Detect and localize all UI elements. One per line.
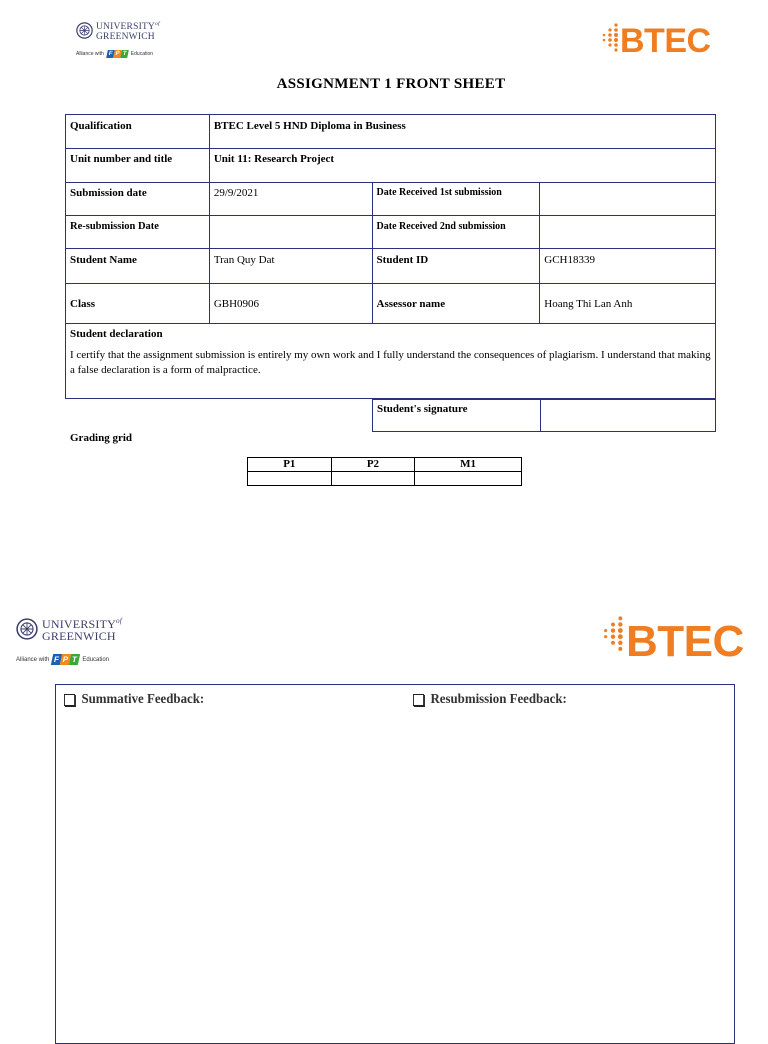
grade-p2-cell[interactable] <box>331 472 415 486</box>
signature-table <box>372 399 716 432</box>
date-received-2-value[interactable] <box>540 216 716 249</box>
assessor-label: Assessor name <box>372 284 540 324</box>
submission-date-label: Submission date <box>66 183 210 216</box>
university-logo-page2 <box>16 616 146 670</box>
alliance-line-page2: Alliance with F P T Education <box>16 655 110 664</box>
date-received-2-label: Date Received 2nd submission <box>372 216 540 249</box>
university-logo <box>76 20 176 62</box>
grade-m1-header: M1 <box>415 458 522 472</box>
unit-value: Unit 11: Research Project <box>209 149 715 183</box>
front-sheet-table <box>65 114 716 399</box>
feedback-box <box>55 684 735 1044</box>
student-row <box>66 249 716 284</box>
btec-dots-icon <box>602 614 624 652</box>
grade-m1-cell[interactable] <box>415 472 522 486</box>
class-label: Class <box>66 284 210 324</box>
university-crest-icon <box>16 618 38 640</box>
assessor-value: Hoang Thi Lan Anh <box>540 284 716 324</box>
fpt-logo-page2: F P T <box>52 654 79 665</box>
checkbox-icon[interactable] <box>413 694 424 706</box>
resubmission-date-label: Re-submission Date <box>66 216 210 249</box>
resubmission-feedback-label: Resubmission Feedback: <box>430 692 567 707</box>
grade-p2-header: P2 <box>331 458 415 472</box>
grading-grid-label: Grading grid <box>70 432 133 444</box>
student-id-value: GCH18339 <box>540 249 716 284</box>
signature-label: Student's signature <box>373 400 541 432</box>
qualification-label: Qualification <box>66 115 210 149</box>
signature-value[interactable] <box>540 400 715 432</box>
resubmission-feedback-heading <box>413 692 567 708</box>
submission-date-value: 29/9/2021 <box>209 183 372 216</box>
unit-label: Unit number and title <box>66 149 210 183</box>
declaration-cell <box>66 324 716 399</box>
class-value: GBH0906 <box>209 284 372 324</box>
btec-logo-page2: BTEC <box>626 617 744 666</box>
resubmission-row <box>66 216 716 249</box>
date-received-1-value[interactable] <box>540 183 716 216</box>
qualification-value: BTEC Level 5 HND Diploma in Business <box>209 115 715 149</box>
resubmission-date-value[interactable] <box>209 216 372 249</box>
btec-logo: BTEC <box>620 22 711 60</box>
summative-feedback-heading <box>64 692 204 708</box>
declaration-text: I certify that the assignment submission is entirely my own work and I fully understand the consequences of plagiarism. I understand that making a false declaration is a form of malpractice. <box>70 349 711 376</box>
grade-p1-header: P1 <box>248 458 332 472</box>
submission-row <box>66 183 716 216</box>
fpt-logo: F P T <box>107 51 127 57</box>
qualification-row <box>66 115 716 149</box>
grading-header-row <box>248 458 522 472</box>
summative-feedback-label: Summative Feedback: <box>81 692 205 707</box>
btec-dots-icon <box>601 22 619 52</box>
grading-grid <box>247 457 522 486</box>
date-received-1-label: Date Received 1st submission <box>372 183 540 216</box>
unit-row <box>66 149 716 183</box>
checkbox-icon[interactable] <box>64 694 75 706</box>
grade-p1-cell[interactable] <box>248 472 332 486</box>
student-name-label: Student Name <box>66 249 210 284</box>
page-title: ASSIGNMENT 1 FRONT SHEET <box>276 76 506 92</box>
university-crest-icon <box>76 22 93 39</box>
alliance-line: Alliance with F P T Education <box>76 51 154 57</box>
declaration-title: Student declaration <box>70 328 163 340</box>
declaration-row <box>66 324 716 399</box>
student-id-label: Student ID <box>372 249 540 284</box>
grading-value-row <box>248 472 522 486</box>
university-name-page2: $UNIVERSITY^{of}$ GREENWICH <box>42 617 122 643</box>
university-name: $UNIVERSITY^{of}$ GREENWICH <box>96 21 160 42</box>
student-name-value: Tran Quy Dat <box>209 249 372 284</box>
class-row <box>66 284 716 324</box>
